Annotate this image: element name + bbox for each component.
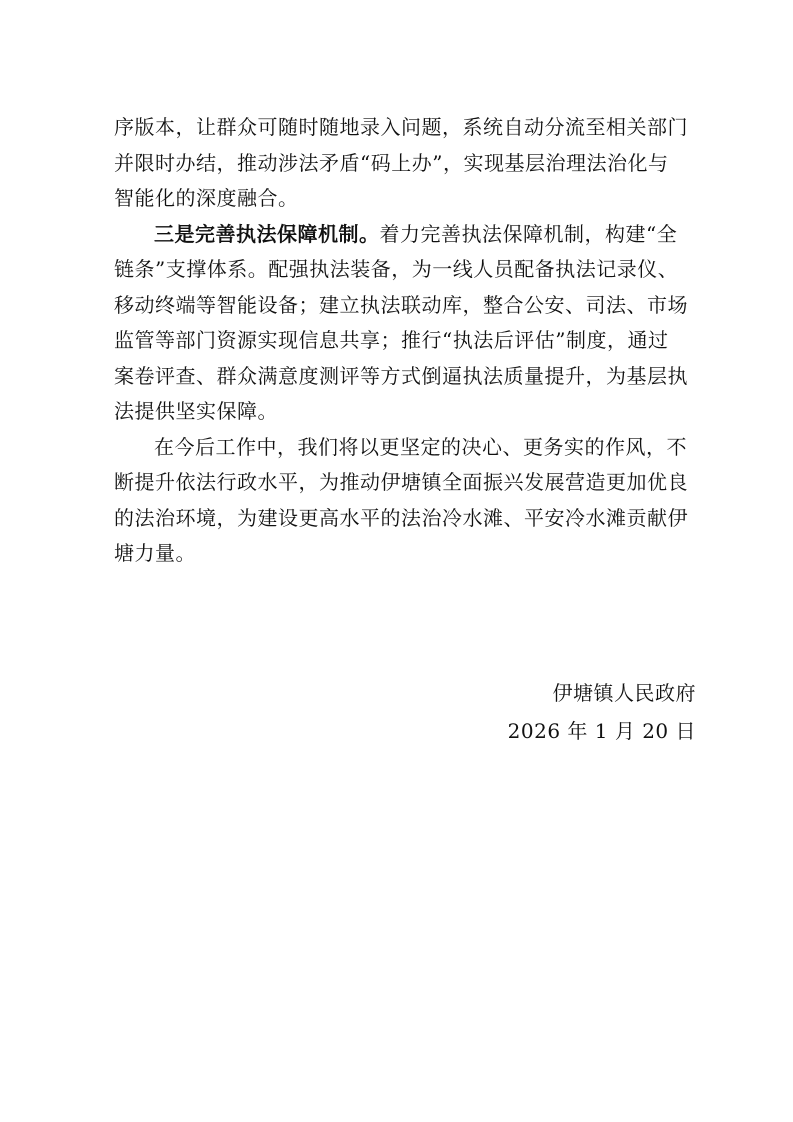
paragraph-line: 智能化的深度融合。 (114, 186, 299, 210)
section-three-paragraph (114, 217, 696, 430)
document-body (114, 110, 696, 572)
paragraph-line: 移动终端等智能设备；建立执法联动库，整合公安、司法、市场 (114, 292, 688, 317)
closing-paragraph (114, 430, 696, 572)
signature-organization: 伊塘镇人民政府 (552, 681, 696, 705)
section-three-heading: 三是完善执法保障机制。 (154, 221, 380, 246)
paragraph-line: 并限时办结，推动涉法矛盾“码上办”，实现基层治理法治化与 (114, 150, 669, 175)
paragraph-line: 断提升依法行政水平，为推动伊塘镇全面振兴发展营造更加优良 (114, 470, 688, 494)
signature-block (508, 674, 696, 750)
paragraph-line: 案卷评查、群众满意度测评等方式倒逼执法质量提升，为基层执 (114, 363, 688, 388)
signature-date: 2026 年 1 月 20 日 (507, 719, 696, 743)
paragraph-line: 的法治环境，为建设更高水平的法治冷水滩、平安冷水滩贡献伊 (114, 505, 688, 530)
paragraph-line: 法提供坚实保障。 (114, 399, 278, 423)
paragraph-first-line (114, 217, 696, 253)
paragraph-line: 塘力量。 (114, 541, 196, 565)
paragraph-line: 链条”支撑体系。配强执法装备，为一线人员配备执法记录仪、 (114, 257, 679, 281)
paragraph-line: 序版本，让群众可随时随地录入问题，系统自动分流至相关部门 (114, 115, 688, 139)
paragraph-line-text: 着力完善执法保障机制，构建“全 (379, 221, 678, 246)
continuation-paragraph (114, 110, 696, 217)
paragraph-line: 监管等部门资源实现信息共享；推行“执法后评估”制度，通过 (114, 328, 669, 352)
paragraph-first-line: 在今后工作中，我们将以更坚定的决心、更务实的作风，不 (154, 434, 687, 459)
